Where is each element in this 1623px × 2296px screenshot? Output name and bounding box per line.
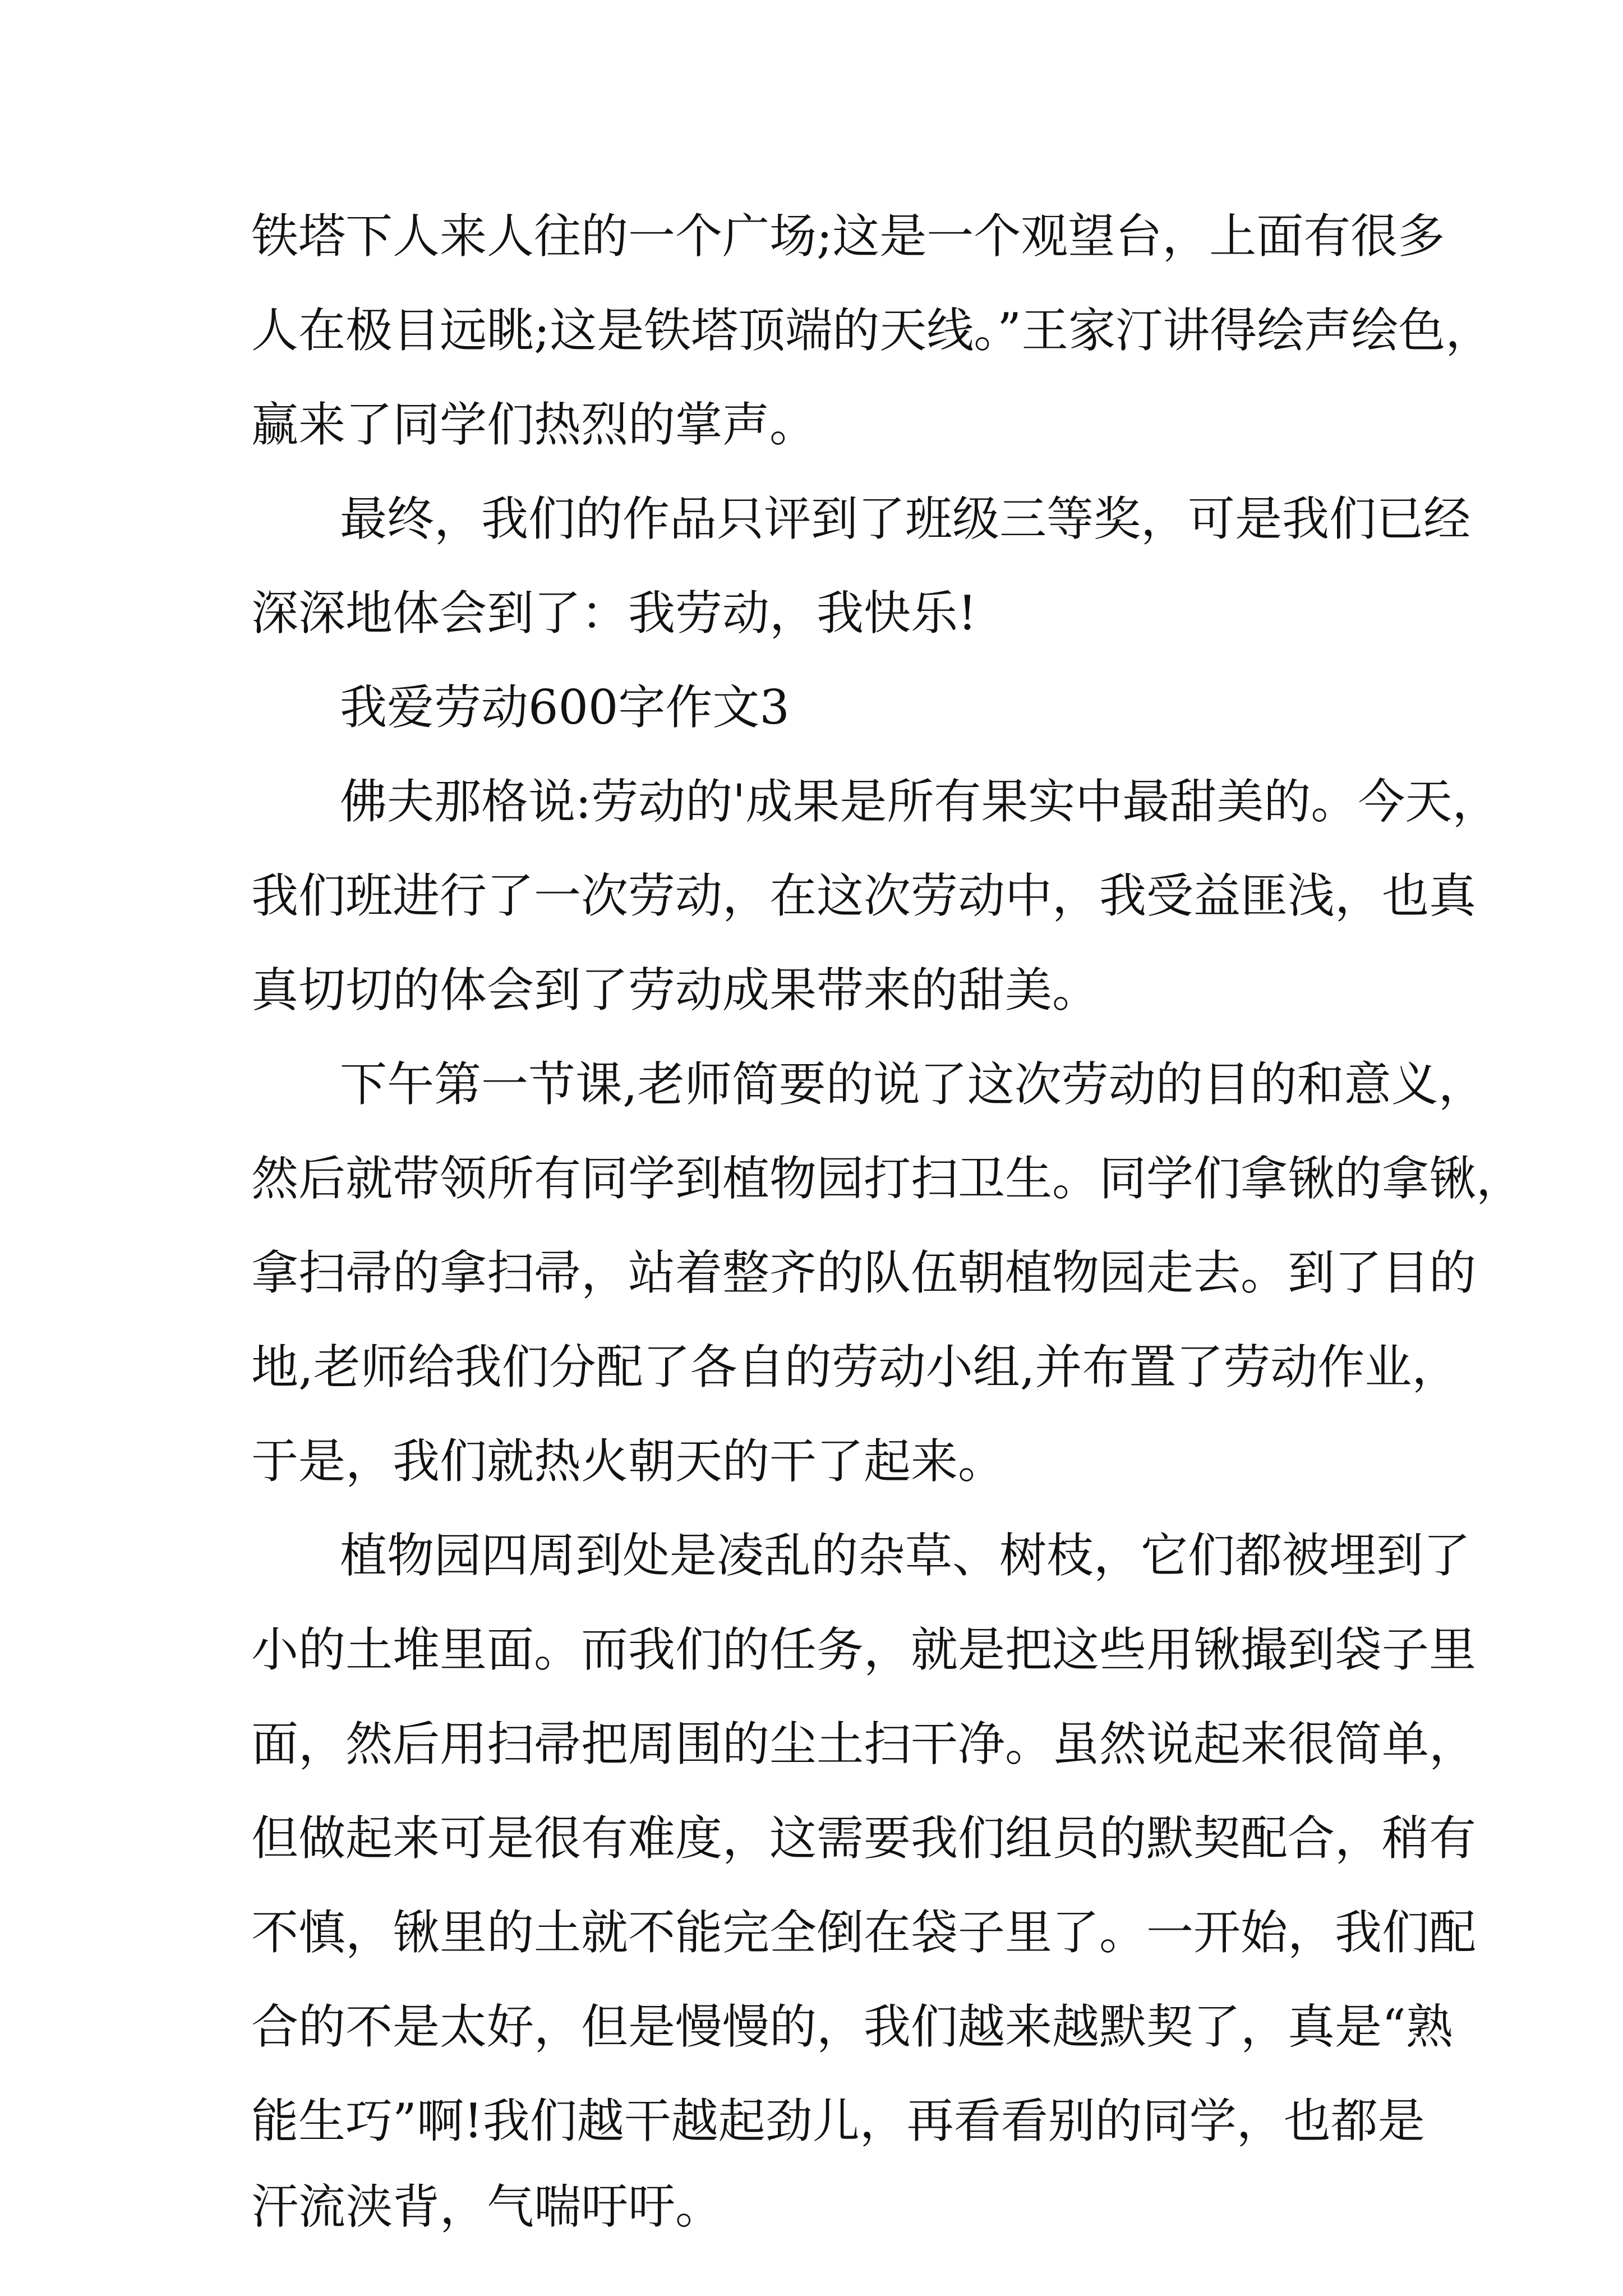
text-line: 地,老师给我们分配了各自的劳动小组,并布置了劳动作业， [251, 1340, 1459, 1395]
text-line: 植物园四周到处是凌乱的杂草、树枝，它们都被埋到了 [340, 1528, 1471, 1583]
text-line: 但做起来可是很有难度，这需要我们组员的默契配合，稍有 [251, 1811, 1477, 1866]
text-line: 拿扫帚的拿扫帚，站着整齐的队伍朝植物园走去。到了目的 [251, 1245, 1477, 1300]
text-line: 合的不是太好，但是慢慢的，我们越来越默契了，真是“熟 [251, 1999, 1453, 2054]
section-heading: 我爱劳动600字作文3 [340, 680, 790, 735]
text-line: 汗流浃背，气喘吁吁。 [251, 2179, 723, 2234]
text-line: 佛夫那格说:劳动的'成果是所有果实中最甜美的。今天， [340, 774, 1500, 829]
text-line: 铁塔下人来人往的一个广场;这是一个观望台，上面有很多 [251, 209, 1445, 264]
text-line: 深深地体会到了：我劳动，我快乐! [251, 586, 977, 641]
text-line: 最终，我们的作品只评到了班级三等奖，可是我们已经 [340, 491, 1471, 546]
text-line: 人在极目远眺;这是铁塔顶端的天线。”王家汀讲得绘声绘色， [251, 303, 1493, 358]
text-line: 赢来了同学们热烈的掌声。 [251, 397, 817, 452]
text-line: 小的土堆里面。而我们的任务，就是把这些用锹撮到袋子里 [251, 1622, 1477, 1677]
text-line: 不慎，锹里的土就不能完全倒在袋子里了。一开始，我们配 [251, 1905, 1477, 1960]
text-line: 真切切的体会到了劳动成果带来的甜美。 [251, 963, 1100, 1018]
text-line: 于是，我们就热火朝天的干了起来。 [251, 1434, 1006, 1489]
text-line: 然后就带领所有同学到植物园打扫卫生。同学们拿锹的拿锹， [251, 1151, 1524, 1206]
text-line: 我们班进行了一次劳动，在这次劳动中，我受益匪浅，也真 [251, 868, 1477, 923]
text-line: 面，然后用扫帚把周围的尘土扫干净。虽然说起来很简单， [251, 1717, 1477, 1772]
text-line: 能生巧”啊!我们越干越起劲儿，再看看别的同学，也都是 [251, 2093, 1425, 2148]
text-line: 下午第一节课,老师简要的说了这次劳动的目的和意义， [340, 1057, 1486, 1112]
